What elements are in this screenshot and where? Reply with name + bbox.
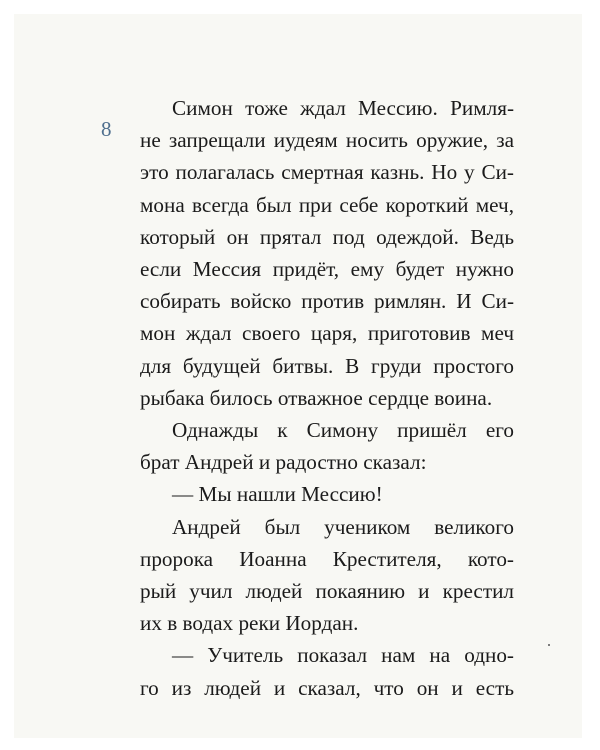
text-line: рый учил людей покаянию и крестил [140,579,514,604]
text-line: го из людей и сказал, что он и есть [140,675,514,700]
text-line: если Мессия придёт, ему будет нужно [140,257,514,282]
text-line: пророка Иоанна Крестителя, кото- [140,546,514,571]
text-line: Симон тоже ждал Мессию. Римля- [172,96,514,120]
text-line: мона всегда был при себе короткий меч, [140,192,514,217]
dialogue-line: — Учитель показал нам на одно- [172,643,514,668]
text-line: брат Андрей и радостно сказал: [140,450,427,475]
text-line: Андрей был учеником великого [172,514,514,539]
print-speck [548,644,550,646]
dialogue-line: — Мы нашли Мессию! [172,482,383,507]
text-line: их в водах реки Иордан. [140,611,359,636]
text-line: для будущей битвы. В груди простого [140,353,514,378]
text-line: мон ждал своего царя, приготовив меч [140,321,514,346]
text-line: рыбака билось отважное сердце воина. [140,385,493,410]
text-line: Однажды к Симону пришёл его [172,418,514,443]
text-line: не запрещали иудеям носить оружие, за [140,128,514,153]
page-number: 8 [101,117,112,141]
text-line: это полагалась смертная казнь. Но у Си- [140,160,514,185]
body-text [140,92,514,704]
text-line: который он прятал под одеждой. Ведь [140,224,514,249]
text-line: собирать войско против римлян. И Си- [140,289,514,314]
